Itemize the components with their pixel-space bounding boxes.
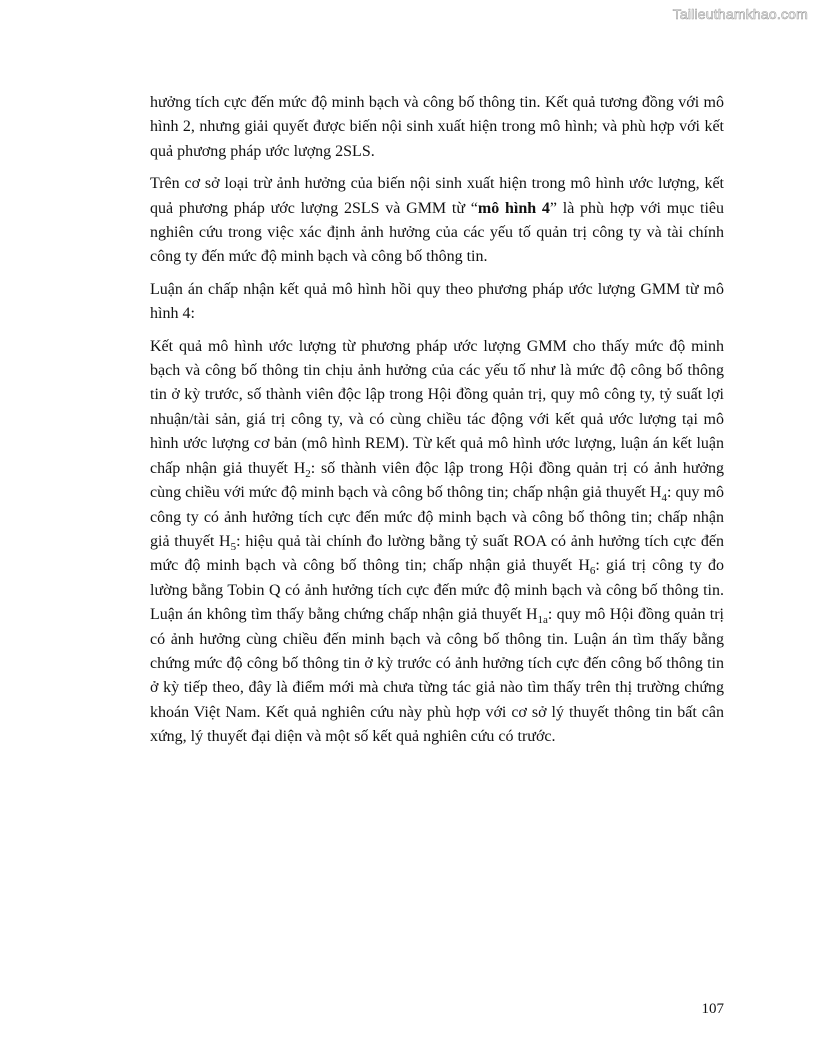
paragraph-2: [150, 172, 724, 270]
text-run: ” là phù hợp với mục tiêu nghiên cứu trong việc xác định ảnh hưởng của các yếu tố quản trị công ty và tài chính công ty đến mức độ minh bạch và công bố thông tin.: [150, 199, 725, 266]
text-run: Luận án chấp nhận kết quả mô hình hồi quy theo phương pháp ước lượng GMM từ mô hình 4:: [150, 280, 724, 323]
paragraph-1: [150, 91, 724, 164]
document-body: [150, 91, 724, 758]
subscript-text: 1a: [537, 614, 548, 627]
paragraph-4: [150, 335, 724, 750]
text-run: Kết quả mô hình ước lượng từ phương pháp ước lượng GMM cho thấy mức độ minh bạch và công bố thông tin chịu ảnh hưởng của các yếu tố như là mức độ công bố thông tin ở kỳ trước, số thành viên độc lập trong Hội đồng quản trị, quy mô công ty, tỷ suất lợi nhuận/tài sản, giá trị công ty, và có cùng chiều tác động với kết quả ước lượng tại mô hình ước lượng cơ bản (mô hình REM). Từ kết quả mô hình ước lượng, luận án kết luận chấp nhận giả thuyết H: [150, 337, 724, 477]
watermark-text: Tailieuthamkhao.com: [672, 6, 808, 22]
text-run: : hiệu quả tài chính đo lường bằng tỷ suất ROA có ảnh hưởng tích cực đến mức độ minh bạch và công bố thông tin; chấp nhận giả thuyết H: [150, 532, 725, 575]
bold-text: mô hình 4: [477, 199, 550, 217]
subscript-text: 5: [230, 541, 237, 554]
subscript-text: 6: [589, 565, 596, 578]
subscript-text: 2: [305, 467, 311, 480]
subscript-text: 4: [661, 492, 667, 505]
paragraph-3: [150, 278, 724, 327]
page-number: 107: [701, 1001, 724, 1017]
text-run: Trên cơ sở loại trừ ảnh hưởng của biến nội sinh xuất hiện trong mô hình ước lượng, kết quả phương pháp ước lượng 2SLS và GMM từ “: [150, 175, 724, 217]
text-run: : quy mô công ty có ảnh hưởng tích cực đến mức độ minh bạch và công bố thông tin; chấp nhận giả thuyết H: [150, 484, 724, 550]
text-run: : số thành viên độc lập trong Hội đồng quản trị có ảnh hưởng cùng chiều với mức độ minh bạch và công bố thông tin; chấp nhận giả thuyết H: [150, 459, 724, 502]
text-run: : giá trị công ty đo lường bằng Tobin Q có ảnh hưởng tích cực đến mức độ minh bạch và công bố thông tin. Luận án không tìm thấy bằng chứng chấp nhận giả thuyết H: [150, 557, 724, 624]
text-run: hưởng tích cực đến mức độ minh bạch và công bố thông tin. Kết quả tương đồng với mô hình 2, nhưng giải quyết được biến nội sinh xuất hiện trong mô hình; và phù hợp với kết quả phương pháp ước lượng 2SLS.: [150, 94, 724, 160]
text-run: : quy mô Hội đồng quản trị có ảnh hưởng cùng chiều đến minh bạch và công bố thông tin. Luận án tìm thấy bằng chứng mức độ công bố thông tin ở kỳ trước có ảnh hưởng tích cực đến công bố thông tin ở kỳ tiếp theo, đây là điểm mới mà chưa từng tác giả nào tìm thấy trên thị trường chứng khoán Việt Nam. Kết quả nghiên cứu này phù hợp với cơ sở lý thuyết thông tin bất cân xứng, lý thuyết đại diện và một số kết quả nghiên cứu có trước.: [150, 606, 724, 746]
